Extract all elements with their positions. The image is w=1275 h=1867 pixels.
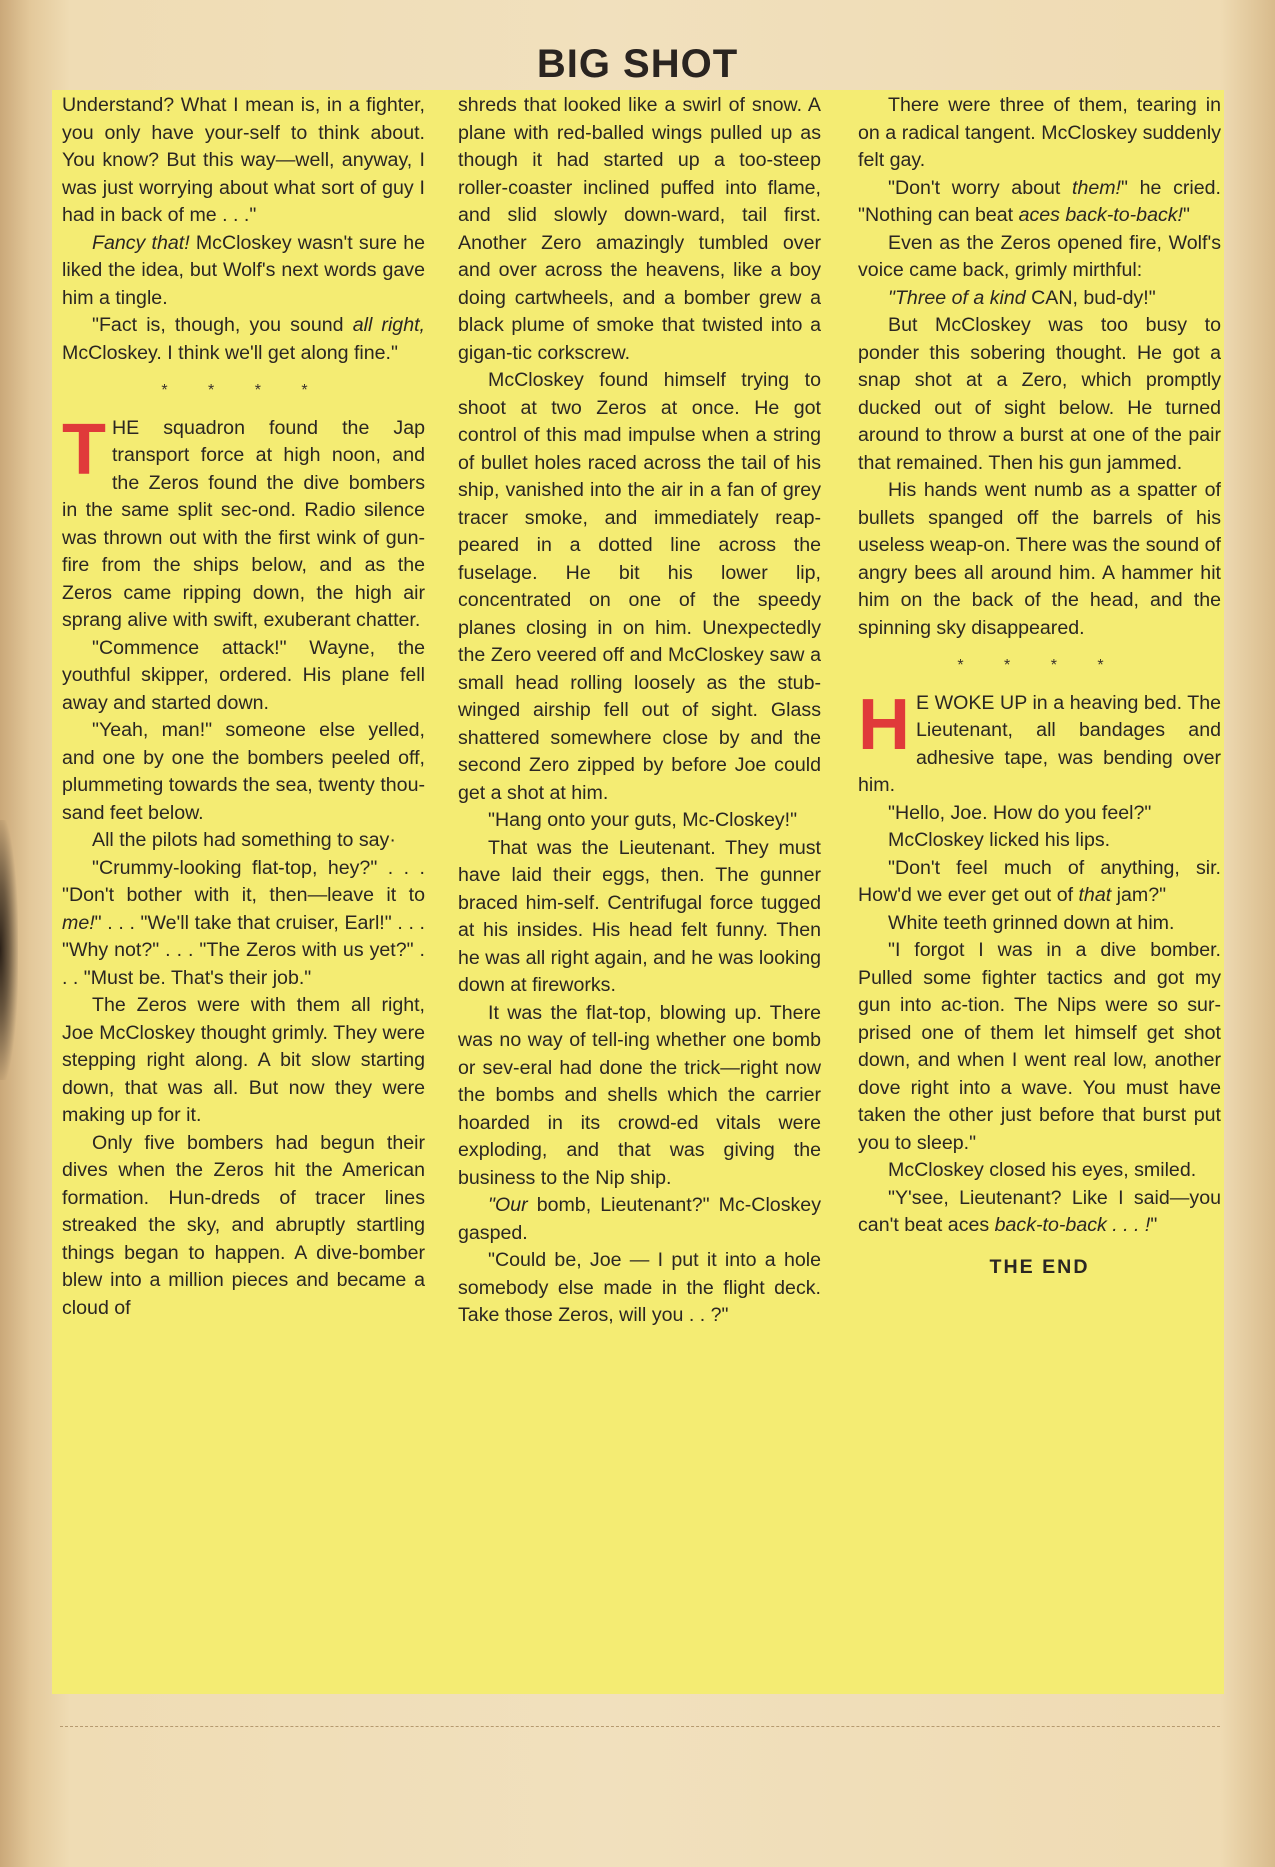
paragraph [858,175,1221,230]
paragraph: Even as the Zeros opened fire, Wolf's voice came back, grimly mirthful: [858,231,1221,281]
paragraph-text: jam?" [1111,884,1167,906]
paragraph-text: " [1150,1214,1158,1236]
paragraph [858,855,1221,910]
paragraph [458,1192,821,1247]
paragraph: White teeth grinned down at him. [888,911,1175,934]
paragraph-text: bomb, Lieutenant?" Mc-Closkey gasped. [458,1194,821,1244]
paragraph: All the pilots had something to say· [92,829,396,851]
drop-cap: T [62,409,106,490]
paragraph-text: "Fact is, though, you sound [92,314,353,336]
paragraph: McCloskey closed his eyes, smiled. [888,1159,1197,1181]
paragraph: "Hello, Joe. How do you feel?" [888,801,1152,824]
paragraph-text: "Don't worry about [888,176,1072,199]
paragraph: But McCloskey was too busy to ponder this sobering thought. He got a snap shot at a Zero, which promptly ducked out of sight below. He turned around to throw a burst at one of the pair that remained. Then his gun jammed. [858,314,1221,474]
paragraph: Understand? What I mean is, in a fighter, you only have your-self to think about. You know? But this way—well, anyway, I was just worrying about what sort of guy I had in back of me . . ." [62,94,425,226]
text-column-2 [458,92,821,1692]
binding-shadow [0,820,18,1080]
paragraph-text: McCloskey wasn't sure he liked the idea, but Wolf's next words gave him a tingle. [62,231,425,309]
story-end-marker: THE END [989,1255,1090,1278]
paragraph-text: McCloskey. I think we'll get along fine." [62,341,398,364]
paragraph: It was the flat-top, blowing up. There was no way of tell-ing whether one bomb or sev-eral had done the trick—right now the bombs and shells which the carrier hoarded in its crowd-ed vitals were exploding, and that was giving the business to the Nip ship. [458,1001,821,1189]
paragraph [62,855,425,993]
paragraph: The Zeros were with them all right, Joe McCloskey thought grimly. They were stepping right along. A bit slow starting down, that was all. But now they were making up for it. [62,994,425,1126]
bottom-divider [60,1726,1220,1727]
paragraph: There were three of them, tearing in on a radical tangent. McCloskey suddenly felt gay. [858,94,1221,171]
paragraph-text: "Crummy-looking flat-top, hey?" . . . "Don't bother with it, then—leave it to [62,856,425,906]
paragraph [858,1185,1221,1240]
section-separator: * * * * [161,382,326,399]
emphasis: that [1078,884,1112,906]
text-column-3 [858,92,1221,1692]
emphasis: them! [1072,176,1122,199]
emphasis: Fancy that! [92,231,190,254]
paragraph: His hands went numb as a spatter of bullets spanged off the barrels of his useless weap-on. There was the sound of angry bees all around him. A hammer hit him on the back of the head, and the spinning sky disappeared. [858,479,1221,639]
paragraph: "Commence attack!" Wayne, the youthful skipper, ordered. His plane fell away and started down. [62,636,425,714]
paragraph [62,230,425,313]
paragraph: "I forgot I was in a dive bomber. Pulled some fighter tactics and got my gun into ac-tion. The Nips were so sur-prised one of them let himself get shot down, and when I went real low, another dove right into a wave. You must have taken the other just before that burst put you to sleep." [858,939,1221,1154]
paragraph-text: " [1183,204,1190,226]
paragraph-text: "Y'see, Lieutenant? Like I said—you can't beat aces [858,1186,1221,1236]
paragraph: Only five bombers had begun their dives when the Zeros hit the American formation. Hun-dreds of tracer lines streaked the sky, and abruptly startling things began to happen. A dive-bomber blew into a million pieces and became a cloud of [62,1131,425,1319]
paragraph: McCloskey found himself trying to shoot at two Zeros at once. He got control of this mad impulse when a string of bullet holes raced across the tail of his ship, vanished into the air in a fan of grey tracer smoke, and immediately reap-peared in a dotted line across the fuselage. He bit his lower lip, concentrated on one of the speedy planes closing in on him. Unexpectedly the Zero veered off and McCloskey saw a small head rolling loosely as the stub-winged airship fell out of sight. Glass shattered somewhere close by and the second Zero zipped by before Joe could get a shot at him. [458,369,821,804]
paragraph: shreds that looked like a swirl of snow. A plane with red-balled wings pulled up as though it had started up a too-steep roller-coaster inclined puffed into flame, and slid slowly down-ward, tail first. Another Zero amazingly tumbled over and over across the heavens, like a boy doing cartwheels, and a bomber grew a black plume of smoke that twisted into a gigan-tic corkscrew. [458,94,821,364]
paragraph-with-drop-cap [858,684,1221,800]
paragraph-text: E WOKE UP in a heaving bed. The Lieutenant, all bandages and adhesive tape, was bending over him. [858,691,1221,796]
paragraph-text: " he cried. "Nothing can beat [858,176,1221,226]
paragraph-with-drop-cap [62,409,425,635]
paragraph [62,312,425,367]
paragraph: McCloskey licked his lips. [888,829,1111,851]
section-separator: * * * * [957,657,1122,674]
paragraph-text: CAN [1025,286,1073,309]
paragraph: "Yeah, man!" someone else yelled, and one by one the bombers peeled off, plummeting towards the sea, twenty thou-sand feet below. [62,719,425,824]
paragraph-text: "Don't feel much of anything, sir. How'd we ever get out of [858,856,1221,906]
paragraph-text: , bud-dy!" [1072,286,1156,309]
paragraph [858,285,1221,313]
paragraph-text: HE squadron found the Jap transport force at high noon, and the Zeros found the dive bombers in the same split sec-ond. Radio silence was thrown out with the first wink of gun-fire from the ships below, and as the Zeros came ripping down, the high air sprang alive with swift, exuberant chatter. [62,416,425,631]
emphasis: "Our [488,1194,528,1216]
paragraph: "Could be, Joe — I put it into a hole somebody else made in the flight deck. Take those Zeros, will you . . ?" [458,1249,821,1326]
page-title: BIG SHOT [536,42,739,86]
emphasis: all right, [352,314,425,336]
paragraph: That was the Lieutenant. They must have laid their eggs, then. The gunner braced him-self. Centrifugal force tugged at his insides. His head felt funny. Then he was all right again, and he was looking down at fireworks. [458,836,821,996]
emphasis: me! [62,911,95,934]
emphasis: aces back-to-back! [1018,204,1184,226]
paragraph: "Hang onto your guts, Mc-Closkey!" [488,809,798,831]
emphasis: "Three of a kind [888,286,1026,309]
text-column-1 [62,92,425,1692]
drop-cap: H [858,684,910,765]
emphasis: back-to-back . . . ! [994,1214,1151,1236]
paragraph-text: " . . . "We'll take that cruiser, Earl!" . . . "Why not?" . . . "The Zeros with us yet?" . . . "Must be. That's their job." [62,911,425,989]
